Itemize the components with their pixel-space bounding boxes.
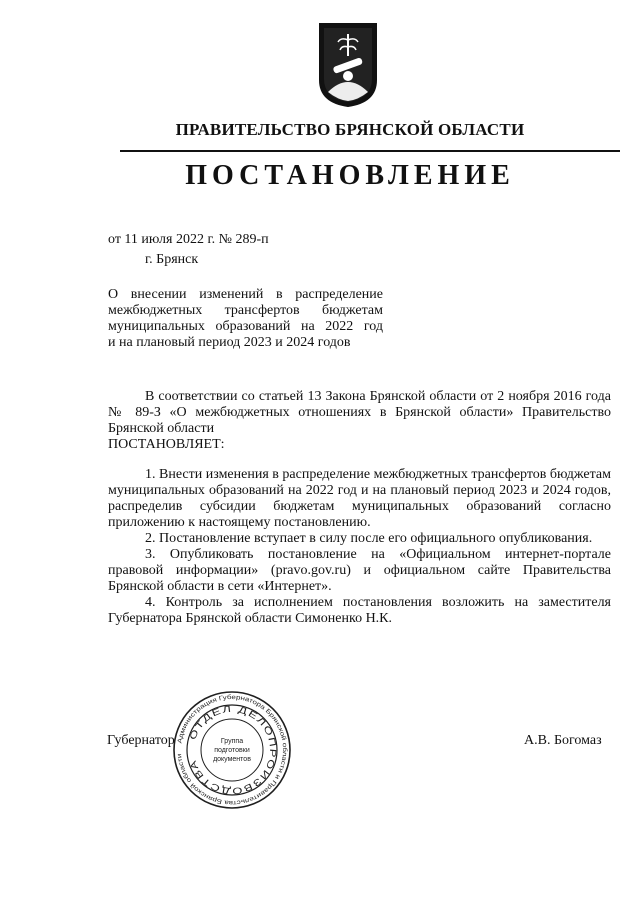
preamble-paragraph: В соответствии со статьей 13 Закона Брянской области от 2 ноября 2016 года № 89-З «О межбюджетных отношениях в Брянской области» Правительство Брянской области — [108, 389, 611, 436]
document-city: г. Брянск — [145, 252, 199, 267]
stamp-center-line: Группа — [220, 738, 244, 745]
office-stamp — [172, 690, 292, 810]
resolution-item-3: 3. Опубликовать постановление на «Официальном интернет-портале правовой информации» (pravo.gov.ru) и официальном сайте Правительства Брянской области в сети «Интернет». — [108, 547, 611, 594]
header-divider — [120, 150, 620, 152]
stamp-center-line: документов — [213, 756, 251, 763]
document-body — [108, 389, 611, 627]
stamp-middle-text: ОТДЕЛ ДЕЛОПРОИЗВОДСТВА — [187, 703, 279, 797]
subject-line: муниципальных образований на 2022 год — [108, 319, 383, 334]
resolution-item-1: 1. Внести изменения в распределение межбюджетных трансфертов бюджетам муниципальных образований на 2022 год и на плановый период 2023 и 2024 годов, распределив субсидии бюджетам муниципальных образований согласно приложению к настоящему постановлению. — [108, 467, 611, 530]
subject-line: межбюджетных трансфертов бюджетам — [108, 303, 383, 318]
spacer — [108, 453, 611, 467]
signatory-name: А.В. Богомаз — [524, 733, 602, 748]
resolution-item-4: 4. Контроль за исполнением постановления возложить на заместителя Губернатора Брянской области Симоненко Н.К. — [108, 595, 611, 626]
resolves-heading: ПОСТАНОВЛЯЕТ: — [108, 437, 225, 452]
subject-line: О внесении изменений в распределение — [108, 287, 383, 302]
subject-line: и на плановый период 2023 и 2024 годов — [108, 335, 351, 350]
resolution-item-2: 2. Постановление вступает в силу после его официального опубликования. — [145, 531, 593, 546]
document-type-title: ПОСТАНОВЛЕНИЕ — [185, 160, 515, 191]
issuing-authority: ПРАВИТЕЛЬСТВО БРЯНСКОЙ ОБЛАСТИ — [175, 120, 525, 139]
stamp-center-line: подготовки — [214, 747, 250, 754]
coat-of-arms-icon — [318, 22, 378, 108]
document-subject — [108, 287, 383, 351]
signatory-position: Губернатор — [107, 733, 175, 748]
document-date-number: от 11 июля 2022 г. № 289-п — [108, 232, 269, 247]
stamp-outer-text: Администрация Губернатора Брянской области и Правительства Брянской области — [176, 693, 289, 807]
